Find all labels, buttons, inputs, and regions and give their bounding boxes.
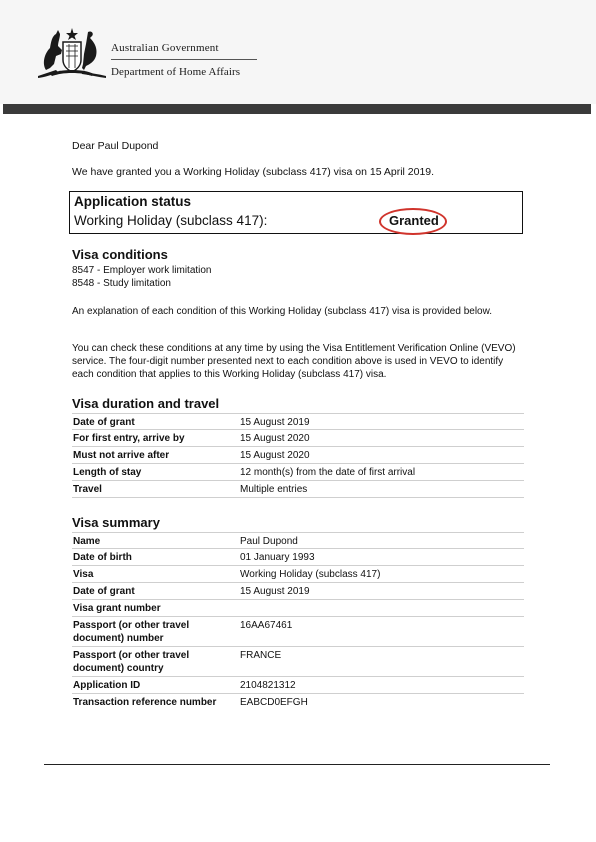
row-label: Passport (or other travel document) number bbox=[73, 620, 190, 644]
row-value: 01 January 1993 bbox=[240, 552, 315, 563]
status-visa-label: Working Holiday (subclass 417): bbox=[74, 213, 268, 228]
row-value: 15 August 2019 bbox=[240, 417, 310, 428]
government-name: Australian Government bbox=[111, 42, 219, 54]
duration-title: Visa duration and travel bbox=[72, 396, 220, 411]
table-row bbox=[72, 694, 524, 711]
row-value: 12 month(s) from the date of first arrival bbox=[240, 467, 416, 478]
row-value: Working Holiday (subclass 417) bbox=[240, 569, 381, 580]
row-value: FRANCE bbox=[240, 650, 282, 661]
row-label: Visa bbox=[73, 569, 94, 580]
grant-statement: We have granted you a Working Holiday (subclass 417) visa on 15 April 2019. bbox=[72, 166, 435, 178]
status-highlight-circle bbox=[379, 208, 447, 235]
table-row bbox=[72, 583, 524, 600]
row-label: For first entry, arrive by bbox=[73, 433, 185, 444]
row-value: 15 August 2020 bbox=[240, 433, 310, 444]
status-title: Application status bbox=[74, 194, 192, 209]
table-row bbox=[72, 464, 524, 481]
conditions-title: Visa conditions bbox=[72, 247, 168, 262]
row-value: Multiple entries bbox=[240, 484, 308, 495]
row-value: 15 August 2019 bbox=[240, 586, 310, 597]
table-row bbox=[72, 532, 524, 549]
footer-rule bbox=[44, 764, 550, 765]
duration-table bbox=[72, 413, 524, 498]
row-value: 2104821312 bbox=[240, 680, 296, 691]
conditions-explanation: An explanation of each condition of this Working Holiday (subclass 417) visa is provided below. bbox=[72, 306, 493, 317]
table-row bbox=[72, 566, 524, 583]
row-label: Application ID bbox=[73, 680, 141, 691]
row-label: Passport (or other travel document) country bbox=[73, 650, 190, 674]
row-label: Date of birth bbox=[73, 552, 132, 563]
row-label: Must not arrive after bbox=[73, 450, 170, 461]
salutation: Dear Paul Dupond bbox=[72, 140, 159, 152]
condition-item: 8547 - Employer work limitation bbox=[72, 265, 212, 276]
row-label: Transaction reference number bbox=[73, 697, 217, 708]
row-value: 15 August 2020 bbox=[240, 450, 310, 461]
table-row bbox=[72, 413, 524, 430]
table-row bbox=[72, 430, 524, 447]
row-label: Visa grant number bbox=[73, 603, 161, 614]
row-value: 16AA67461 bbox=[240, 620, 293, 631]
row-value: Paul Dupond bbox=[240, 536, 298, 547]
row-label: Date of grant bbox=[73, 586, 135, 597]
summary-table bbox=[72, 532, 524, 711]
letterhead-divider bbox=[111, 59, 257, 60]
table-row bbox=[72, 617, 524, 647]
status-badge: Granted bbox=[389, 213, 439, 228]
row-label: Travel bbox=[73, 484, 102, 495]
table-row bbox=[72, 677, 524, 694]
table-row bbox=[72, 447, 524, 464]
summary-title: Visa summary bbox=[72, 515, 160, 530]
letterhead-rule bbox=[3, 104, 591, 114]
application-status-box bbox=[69, 191, 523, 234]
table-row bbox=[72, 647, 524, 677]
coat-of-arms-icon bbox=[36, 24, 108, 82]
vevo-paragraph: You can check these conditions at any time by using the Visa Entitlement Verification Online (VEVO) service. The four-digit number presented next to each condition above is used in VEVO to identify each condition that applies to this Working Holiday (subclass 417) visa. bbox=[72, 343, 516, 380]
table-row bbox=[72, 549, 524, 566]
row-label: Length of stay bbox=[73, 467, 142, 478]
row-label: Name bbox=[73, 536, 101, 547]
table-row bbox=[72, 600, 524, 617]
department-name: Department of Home Affairs bbox=[111, 66, 241, 78]
table-row bbox=[72, 481, 524, 498]
row-value: EABCD0EFGH bbox=[240, 697, 308, 708]
condition-item: 8548 - Study limitation bbox=[72, 278, 171, 289]
row-label: Date of grant bbox=[73, 417, 135, 428]
